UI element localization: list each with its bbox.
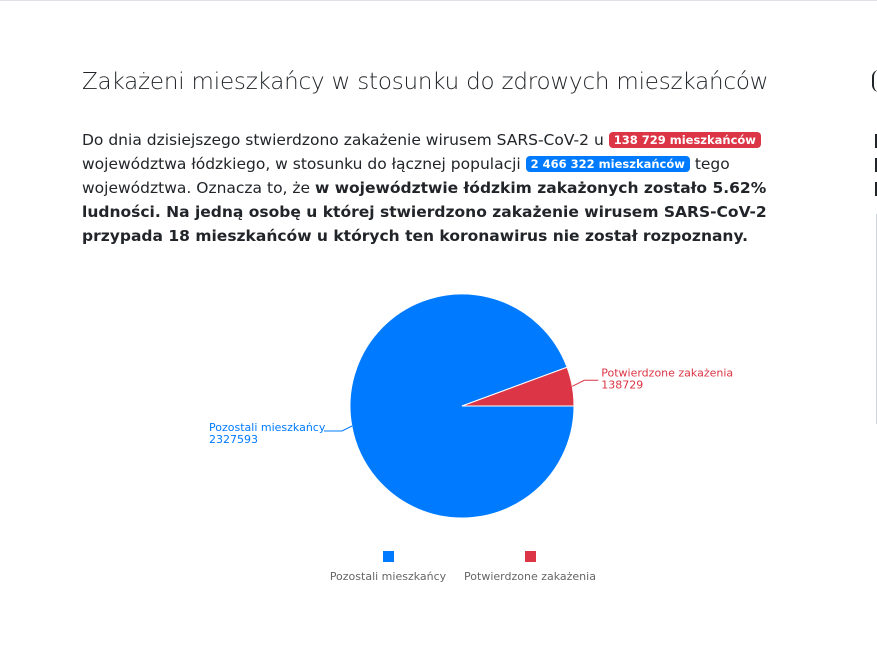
slice-value-healthy: 2327593	[209, 433, 258, 446]
summary-bold-text: w województwie łódzkim zakażonych zostało 5.62% ludności. Na jedną osobę u której stwierdzono zakażenie wirusem SARS-CoV-2 przypada 18 mieszkańców u których ten koronawirus nie został rozpoznany.	[82, 179, 767, 245]
slice-label-healthy: Pozostali mieszkańcy	[209, 421, 326, 434]
description-part-2: województwa łódzkiego, w stosunku do łącznej populacji	[82, 155, 526, 173]
description-part-1: Do dnia dzisiejszego stwierdzono zakażenie wirusem SARS-CoV-2 u	[82, 131, 609, 149]
legend-label-healthy: Pozostali mieszkańcy	[329, 570, 447, 583]
leader-line-healthy	[324, 426, 352, 431]
description-part-3: tego województwa. Oznacza to, że	[82, 155, 730, 197]
infected-count-badge: 138 729 mieszkańców	[609, 132, 761, 148]
legend-swatch-healthy	[383, 551, 394, 562]
population-count-badge: 2 466 322 mieszkańców	[526, 156, 690, 172]
legend-swatch-infected	[525, 551, 536, 562]
section-title: Zakażeni mieszkańcy w stosunku do zdrowych mieszkańców	[82, 69, 769, 95]
leader-line-infected	[572, 380, 598, 386]
slice-value-infected: 138729	[601, 378, 644, 392]
slice-label-infected: Potwierdzone zakażenia	[601, 366, 734, 380]
legend-label-infected: Potwierdzone zakażenia	[464, 570, 596, 583]
